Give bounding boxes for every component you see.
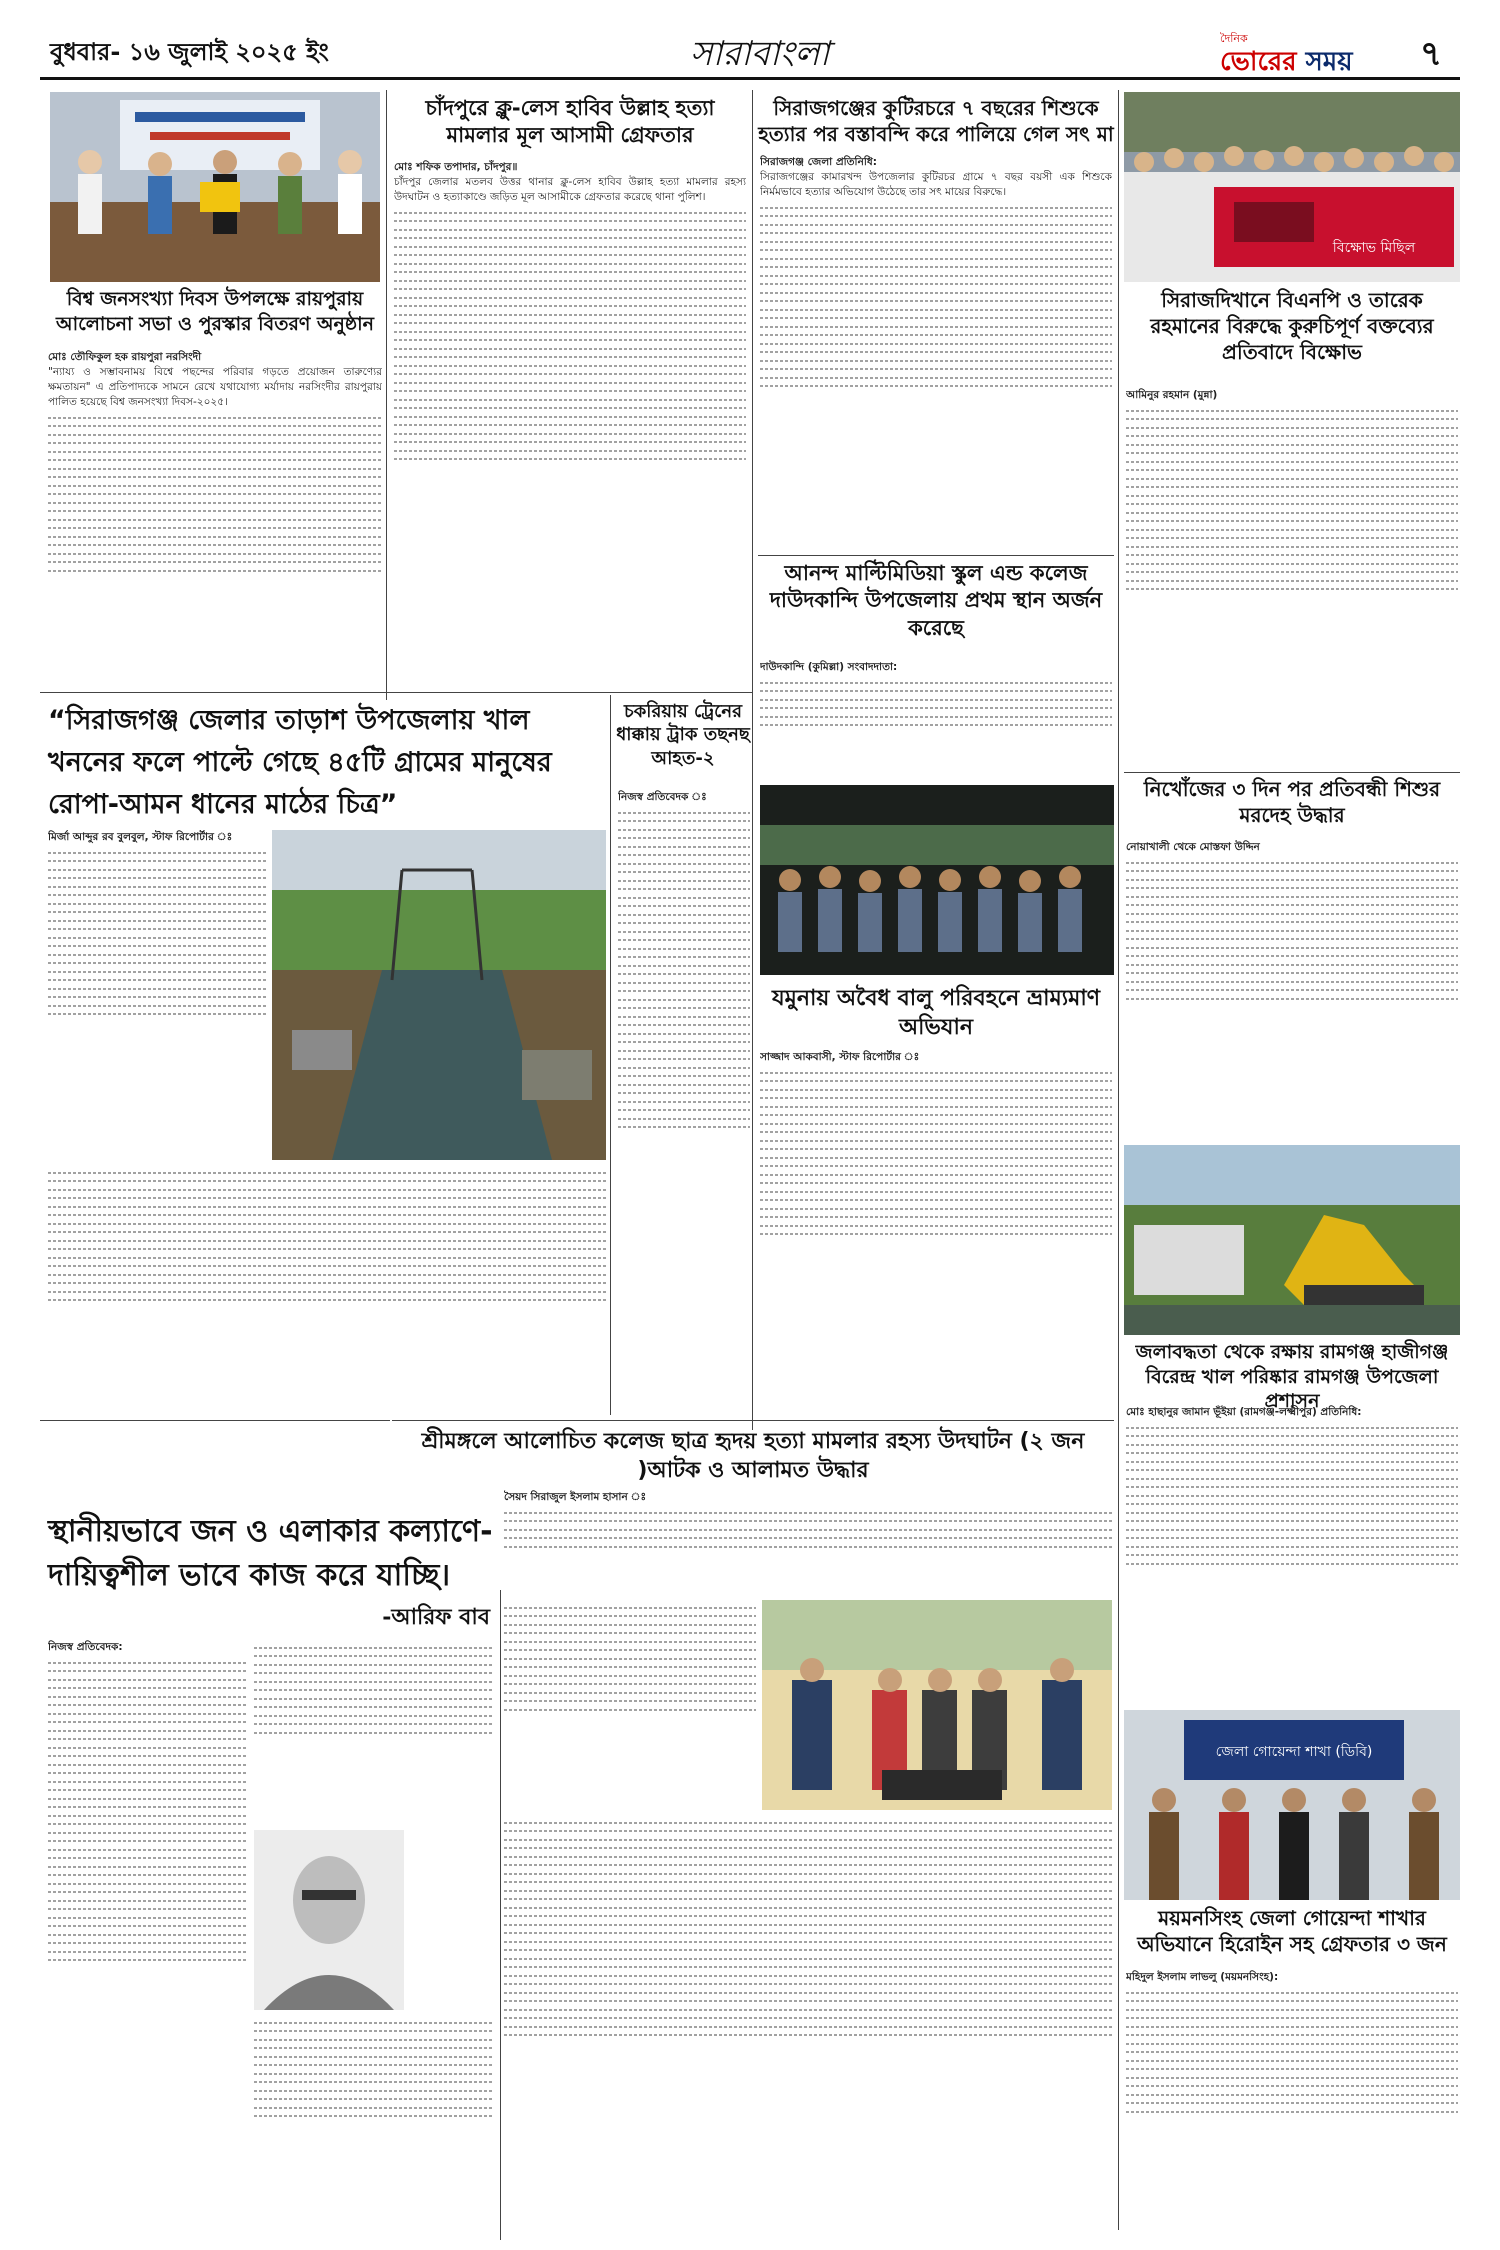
column-rule <box>500 1590 501 2240</box>
divider <box>758 555 1114 556</box>
page-number: ৭ <box>1420 34 1443 74</box>
headline-population-day: বিশ্ব জনসংখ্যা দিবস উপলক্ষে রায়পুরায় আলোচনা সভা ও পুরস্কার বিতরণ অনুষ্ঠান <box>55 288 375 335</box>
headline-sirajganj-child: সিরাজগঞ্জের কুটিরচরে ৭ বছরের শিশুকে হত্যার পর বস্তাবন্দি করে পালিয়ে গেল সৎ মা <box>758 96 1114 146</box>
logo-main-text <box>1220 49 1370 75</box>
divider <box>392 1420 1114 1421</box>
srimangal-photo <box>762 1600 1112 1810</box>
byline: সিরাজগঞ্জ জেলা প্রতিনিধি: <box>760 156 877 168</box>
article-body-canal-left <box>48 830 266 1160</box>
byline: নোয়াখালী থেকে মোস্তফা উদ্দিন <box>1126 841 1260 853</box>
issue-date: বুধবার- ১৬ জুলাই ২০২৫ ইং <box>50 38 329 66</box>
byline: মোঃ শফিক তপাদার, চাঁদপুর॥ <box>394 161 518 173</box>
masthead <box>40 20 1460 80</box>
article-lead: "ন্যায্য ও সম্ভাবনাময় বিশ্বে পছন্দের পরিবার গড়তে প্রয়োজন তারুণ্যের ক্ষমতায়ন" এ প্রতিপাদ্যকে সামনে রেখে যথাযোগ্য মর্যাদায় নরসিংদীর রায়পুরায় পালিত হয়েছে বিশ্ব জনসংখ্যা দিবস-২০২৫। <box>48 366 382 408</box>
article-body-local-welfare-left <box>48 1640 248 2230</box>
divider <box>40 692 752 693</box>
waterlogging-photo <box>1124 1145 1460 1335</box>
headline-yamuna-sand: যমুনায় অবৈধ বালু পরিবহনে ভ্রাম্যমাণ অভিযান <box>771 986 1101 1040</box>
article-lead: চাঁদপুর জেলার মতলব উত্তর থানার ক্লু-লেস হাবিব উল্লাহ হত্যা মামলার রহস্য উদঘাটন ও হত্যাকাণ্ডে জড়িত মূল আসামীকে গ্রেফতার করেছে থানা পুলিশ। <box>394 176 746 203</box>
article-body-local-welfare-bottom <box>254 2015 494 2230</box>
byline: মহিদুল ইসলাম লাভলু (ময়মনসিংহ): <box>1126 1971 1279 1983</box>
bnp-protest-photo <box>1124 92 1460 282</box>
banner-text: বিক্ষোভ মিছিল <box>1332 240 1416 256</box>
article-lead: সিরাজগঞ্জের কামারখন্দ উপজেলার কুটিরচর গ্রামে ৭ বছর বয়সী এক শিশুকে নির্মমভাবে হত্যার অভিযোগ উঠেছে তার সৎ মায়ের বিরুদ্ধে। <box>760 171 1112 198</box>
headline-srimangal: শ্রীমঙ্গলে আলোচিত কলেজ ছাত্র হৃদয় হত্যা মামলার রহস্য উদঘাটন (২ জন )আটক ও আলামত উদ্ধার <box>421 1429 1085 1483</box>
headline-anando-school: আনন্দ মাল্টিমিডিয়া স্কুল এন্ড কলেজ দাউদকান্দি উপজেলায় প্রথম স্থান অর্জন করেছে <box>769 561 1103 640</box>
article-body-srimangal-top <box>504 1490 1114 1590</box>
article-body-mymensingh-db <box>1126 1970 1458 2235</box>
column-rule <box>386 90 387 700</box>
canal-photo <box>272 830 606 1160</box>
article-body-waterlogging <box>1126 1405 1458 1705</box>
byline: নিজস্ব প্রতিবেদক: <box>48 1641 123 1653</box>
article-body-srimangal-left <box>504 1600 756 1810</box>
db-sign-text: জেলা গোয়েন্দা শাখা (ডিবি) <box>1215 1744 1373 1760</box>
logo-word-b: সময় <box>1305 47 1353 77</box>
logo-small-text: দৈনিক <box>1220 32 1248 45</box>
article-body-canal-bottom <box>48 1165 606 1415</box>
column-rule <box>610 695 611 1415</box>
byline: দাউদকান্দি (কুমিল্লা) সংবাদদাতা: <box>760 661 898 673</box>
article-body-yamuna-sand <box>760 1050 1112 1405</box>
byline: মির্জা আব্দুর রব বুলবুল, স্টাফ রিপোর্টার ঃ <box>48 831 233 843</box>
byline: আমিনুর রহমান (মুন্না) <box>1126 389 1218 401</box>
article-body-bnp-protest <box>1126 388 1458 768</box>
headline-bnp-protest: সিরাজদিখানে বিএনপি ও তারেক রহমানের বিরুদ্ধে কুরুচিপূর্ণ বক্তব্যের প্রতিবাদে বিক্ষোভ <box>1150 288 1434 364</box>
divider <box>40 1420 390 1421</box>
article-body-anando-school <box>760 660 1112 780</box>
logo-word-a: ভোরের <box>1220 47 1297 77</box>
headline-waterlogging: জলাবদ্ধতা থেকে রক্ষায় রামগঞ্জ হাজীগঞ্জ বিরেন্দ্র খাল পরিষ্কার রামগঞ্জ উপজেলা প্রশাসন <box>1135 1341 1449 1413</box>
population-day-photo <box>50 92 380 282</box>
divider <box>1124 772 1460 773</box>
yamuna-photo <box>760 785 1114 975</box>
article-body-chandpur <box>394 160 746 690</box>
byline: সৈয়দ সিরাজুল ইসলাম হাসান ঃ <box>504 1491 647 1503</box>
byline: সাজ্জাদ আকবাসী, স্টাফ রিপোর্টার ঃ <box>760 1051 920 1063</box>
byline: মোঃ হাছানুর জামান ভূঁইয়া (রামগঞ্জ-লক্ষ্মীপুর) প্রতিনিধি: <box>1126 1406 1362 1418</box>
headline-local-welfare: স্থানীয়ভাবে জন ও এলাকার কল্যাণে-দায়িত্বশীল ভাবে কাজ করে যাচ্ছি। <box>48 1514 493 1593</box>
column-rule <box>1118 90 1119 2230</box>
mymensingh-photo <box>1124 1710 1460 1900</box>
article-body-missing-child <box>1126 840 1458 1140</box>
section-title: সারাবাংলা <box>690 34 830 74</box>
headline-canal-feature: “সিরাজগঞ্জ জেলার তাড়াশ উপজেলায় খাল খননের ফলে পাল্টে গেছে ৪৫টি গ্রামের মানুষের রোপা-আমন ধানের মাঠের চিত্র” <box>48 705 552 820</box>
byline: মোঃ তৌফিকুল হক রায়পুরা নরসিংদী <box>48 351 202 363</box>
portrait-photo <box>254 1830 404 2010</box>
article-body-population-day <box>48 350 382 700</box>
headline-chandpur: চাঁদপুরে ক্লু-লেস হাবিব উল্লাহ হত্যা মামলার মূল আসামী গ্রেফতার <box>425 96 715 148</box>
column-rule <box>752 90 753 1430</box>
article-body-train-accident <box>618 790 750 1410</box>
headline-mymensingh-db: ময়মনসিংহ জেলা গোয়েন্দা শাখার অভিযানে হিরোইন সহ গ্রেফতার ৩ জন <box>1137 1906 1447 1956</box>
author-name: -আরিফ বাব <box>382 1604 490 1630</box>
article-body-local-welfare-right <box>254 1640 494 1825</box>
article-body-sirajganj-child <box>760 155 1112 555</box>
headline-missing-child: নিখোঁজের ৩ দিন পর প্রতিবন্ধী শিশুর মরদেহ উদ্ধার <box>1143 777 1441 827</box>
article-body-srimangal-bottom <box>504 1815 1112 2235</box>
newspaper-logo <box>1220 30 1370 77</box>
headline-train-accident: চকরিয়ায় ট্রেনের ধাক্কায় ট্রাক তছনছ আহত-২ <box>616 701 750 769</box>
byline: নিজস্ব প্রতিবেদক ঃ <box>618 791 707 803</box>
